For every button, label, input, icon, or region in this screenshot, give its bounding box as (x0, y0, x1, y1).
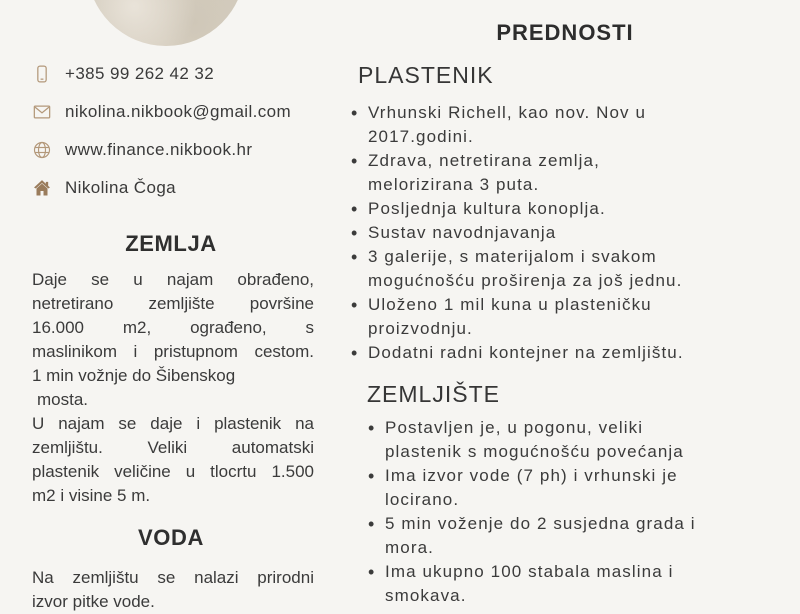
voda-paragraph (32, 566, 314, 614)
globe-icon (32, 140, 52, 160)
zemlja-line: zemljištu. Veliki automatski (32, 438, 314, 457)
list-item: • Dodatni radni kontejner na zemljištu. (350, 341, 735, 365)
contact-phone-row (32, 60, 291, 88)
list-item: • Ima ukupno 100 stabala maslina i smokava. (367, 560, 739, 608)
contact-email-row (32, 98, 291, 126)
zemljiste-bullet-list (367, 416, 739, 608)
subsection-title-zemljiste: ZEMLJIŠTE (367, 381, 500, 407)
zemlja-line: m2 i visine 5 m. (32, 486, 151, 505)
list-item: • 3 galerije, s materijalom i svakom mogućnošću proširenja za još jednu. (350, 245, 735, 293)
website-url: www.finance.nikbook.hr (65, 140, 253, 159)
phone-icon (32, 64, 52, 84)
voda-line: Na zemljištu se nalazi prirodni (32, 568, 314, 587)
subsection-title-plastenik: PLASTENIK (358, 62, 494, 88)
list-item: • Zdrava, netretirana zemlja, melorizirana 3 puta. (350, 149, 735, 197)
email-address: nikolina.nikbook@gmail.com (65, 102, 292, 121)
zemlja-line: plastenik veličine u tlocrtu 1.500 (32, 462, 314, 481)
zemlja-line: mosta. (37, 390, 89, 409)
list-item: • 5 min voženje do 2 susjedna grada i mora. (367, 512, 739, 560)
zemlja-line: Daje se u najam obrađeno, (32, 270, 314, 289)
section-title-voda: VODA (138, 525, 204, 550)
zemlja-paragraph (32, 268, 314, 508)
list-item: • Posljednja kultura konoplja. (350, 197, 735, 221)
list-item: • Ima izvor vode (7 ph) i vrhunski je locirano. (367, 464, 739, 512)
contact-name-row (32, 174, 291, 202)
list-item: • Vrhunski Richell, kao nov. Nov u 2017.godini. (350, 101, 735, 149)
zemlja-line: 1 min vožnje do Šibenskog (32, 366, 236, 385)
list-item: • Sustav navodnjavanja (350, 221, 735, 245)
section-title-zemlja: ZEMLJA (125, 231, 217, 256)
profile-photo (87, 0, 245, 46)
home-icon (32, 178, 52, 198)
contact-block (32, 60, 291, 202)
zemlja-line: netretirano zemljište površine (32, 294, 314, 313)
voda-line: izvor pitke vode. (32, 592, 155, 611)
mail-icon (32, 102, 52, 122)
contact-website-row (32, 136, 291, 164)
page-title-prednosti: PREDNOSTI (496, 20, 634, 45)
zemlja-line: 16.000 m2, ograđeno, s (32, 318, 314, 337)
zemlja-line: maslinikom i pristupnom cestom. (32, 342, 314, 361)
list-item: • Postavljen je, u pogonu, veliki plastenik s mogućnošću povećanja (367, 416, 739, 464)
phone-number: +385 99 262 42 32 (65, 64, 215, 83)
list-item: • Uloženo 1 mil kuna u plasteničku proizvodnju. (350, 293, 735, 341)
zemlja-line: U najam se daje i plastenik na (32, 414, 314, 433)
plastenik-bullet-list (350, 101, 735, 365)
person-name: Nikolina Čoga (65, 178, 177, 197)
